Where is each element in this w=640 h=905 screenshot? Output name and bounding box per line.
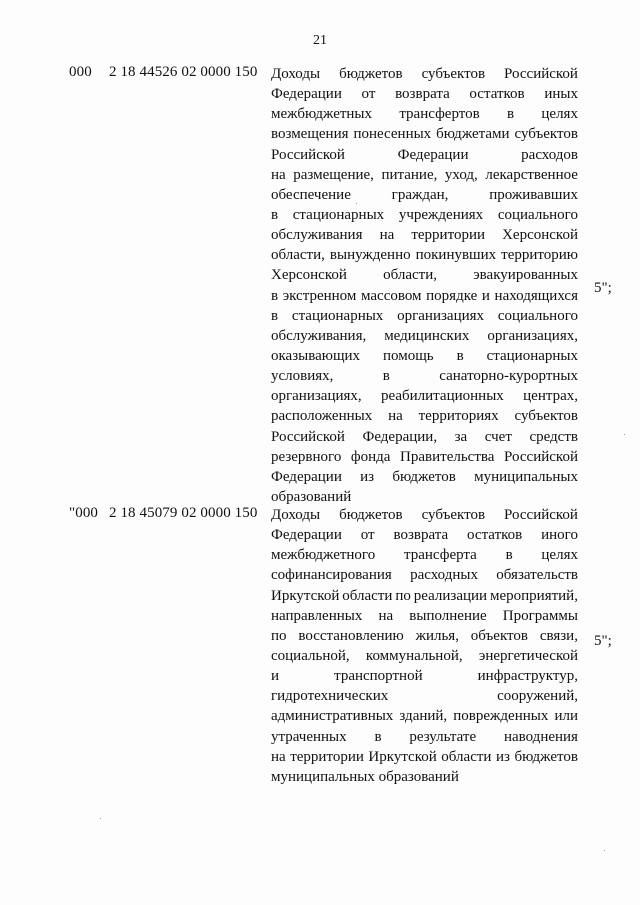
entry-value: 5"; (594, 633, 612, 649)
word: муниципальных (474, 468, 578, 485)
description-line: муниципальных образований (271, 768, 459, 785)
word: реализации (413, 587, 488, 604)
word: Херсонской (271, 267, 347, 284)
word: области, (271, 247, 325, 264)
word: Российской (504, 448, 578, 465)
word: в (505, 547, 513, 564)
description-line (271, 104, 578, 124)
word: области (441, 748, 492, 765)
word: в (374, 728, 382, 745)
code-group: "000 (69, 505, 99, 521)
word: Иркутской (271, 587, 340, 604)
word: стационарных (486, 347, 578, 364)
word: Правительства (400, 448, 495, 465)
description-line (271, 586, 578, 606)
word: возврата (395, 86, 450, 103)
description-line (271, 205, 578, 225)
word: территориях (418, 408, 499, 425)
word: социальной, (271, 647, 350, 664)
word: трансфертов (399, 106, 480, 123)
description-line (271, 225, 578, 245)
word: софинансирования (271, 567, 392, 584)
scan-speck (624, 434, 625, 435)
word: из (495, 748, 510, 765)
word: выполнение (409, 607, 487, 624)
word: утраченных (271, 728, 347, 745)
word: возврата (393, 527, 449, 544)
word: транспортной (334, 668, 423, 685)
description-line (271, 565, 578, 585)
word: и (271, 668, 280, 685)
word: социального (497, 307, 578, 324)
word: территории (411, 227, 485, 244)
description-line (271, 326, 578, 346)
word: бюджетов (514, 748, 578, 765)
word: реабилитационных (381, 388, 504, 405)
word: зданий, (399, 708, 448, 725)
word: организациях (397, 307, 485, 324)
word: в (271, 206, 279, 223)
description-line (271, 286, 578, 306)
description-line (271, 265, 578, 285)
scan-speck (100, 818, 101, 819)
entry-description (271, 505, 578, 787)
word: или (554, 708, 578, 725)
word: трансферта (403, 547, 477, 564)
word: порядке (426, 287, 478, 304)
word: целях (541, 106, 578, 123)
word: расходных (410, 567, 478, 584)
word: бюджетами (436, 126, 510, 143)
word: расходов (521, 146, 578, 163)
description-line (271, 245, 578, 265)
word: понесенных (353, 126, 432, 143)
word: сооружений, (497, 688, 578, 705)
word: уход, (444, 166, 478, 183)
word: наводнения (503, 728, 578, 745)
word: средств (529, 428, 578, 445)
word: массовом (360, 287, 422, 304)
description-line (271, 706, 578, 726)
word: результате (409, 728, 477, 745)
word: целях (541, 547, 578, 564)
word: субъектов (514, 408, 578, 425)
word: бюджетов (392, 468, 456, 485)
word: области (342, 587, 393, 604)
word: санаторно-курортных (439, 368, 578, 385)
word: счет (484, 428, 512, 445)
word: находящихся (494, 287, 578, 304)
scan-speck (356, 203, 357, 204)
word: Российской (271, 428, 345, 445)
word: обслуживания (271, 227, 363, 244)
word: расположенных (271, 408, 373, 425)
word: организациях, (487, 327, 578, 344)
word: в (456, 347, 464, 364)
word: граждан, (391, 186, 449, 203)
description-line (271, 606, 578, 626)
word: иных (544, 86, 578, 103)
code-group: 000 (69, 64, 92, 80)
word: от (360, 527, 375, 544)
page-number: 21 (313, 33, 327, 48)
word: из (360, 468, 375, 485)
word: на (271, 748, 286, 765)
word: по (271, 627, 287, 644)
word: и (481, 287, 490, 304)
word: на (378, 607, 394, 624)
word: Доходы (271, 507, 321, 523)
word: оказывающих (271, 347, 361, 364)
word: медицинских (384, 327, 470, 344)
word: Российской (504, 66, 578, 82)
description-line (271, 747, 578, 767)
word: инфраструктур, (477, 668, 578, 685)
word: от (361, 86, 376, 103)
word: в (382, 368, 390, 385)
word: Российской (271, 146, 345, 163)
description-line (271, 525, 578, 545)
word: центрах, (523, 388, 578, 405)
description-line (271, 666, 578, 686)
word: по (395, 587, 411, 604)
description-line (271, 686, 578, 706)
description-line (271, 545, 578, 565)
word: эвакуированных (473, 267, 578, 284)
word: связи, (539, 627, 578, 644)
description-line (271, 306, 578, 326)
description-line (271, 427, 578, 447)
word: восстановлению (298, 627, 404, 644)
word: административных (271, 708, 394, 725)
word: обслуживания, (271, 327, 367, 344)
word: на (271, 166, 286, 183)
word: обеспечение (271, 186, 351, 203)
word: обязательств (496, 567, 578, 584)
word: направленных (271, 607, 363, 624)
word: энергетической (478, 647, 578, 664)
word: межбюджетных (271, 106, 373, 123)
word: на (388, 408, 403, 425)
word: Российской (504, 507, 578, 523)
word: области, (383, 267, 438, 284)
word: Иркутской (368, 748, 437, 765)
description-line (271, 727, 578, 747)
word: в (271, 287, 279, 304)
word: резервного (271, 448, 342, 465)
word: субъектов (421, 507, 486, 523)
word: коммунальной, (365, 647, 463, 664)
description-line (271, 505, 578, 525)
word: остатков (469, 86, 525, 103)
word: субъектов (421, 66, 486, 82)
word: лекарственное (485, 166, 578, 183)
word: Федерации, (362, 428, 438, 445)
description-line (271, 626, 578, 646)
word: объектов (470, 627, 528, 644)
description-line (271, 165, 578, 185)
word: межбюджетного (271, 547, 376, 564)
word: Федерации (271, 527, 342, 544)
classification-code (69, 64, 257, 81)
word: остатков (467, 527, 523, 544)
scan-speck (604, 850, 605, 851)
entry-description (271, 64, 578, 507)
word: помощь (383, 347, 434, 364)
word: Федерации (271, 86, 342, 103)
word: территорию (501, 247, 578, 264)
word: возмещения (271, 126, 349, 143)
code-number: 2 18 45079 02 0000 150 (109, 505, 258, 521)
word: Херсонской (502, 227, 578, 244)
word: социального (497, 206, 578, 223)
word: субъектов (514, 126, 578, 143)
code-number: 2 18 44526 02 0000 150 (109, 64, 258, 80)
description-line (271, 366, 578, 386)
word: на (379, 227, 395, 244)
word: экстренном (282, 287, 357, 304)
word: покинувших (415, 247, 497, 264)
word: в (271, 307, 279, 324)
word: размещение, (293, 166, 374, 183)
word: Программы (502, 607, 578, 624)
description-line (271, 145, 578, 165)
word: условиях, (271, 368, 334, 385)
description-line (271, 406, 578, 426)
word: за (454, 428, 468, 445)
description-line (271, 64, 578, 84)
word: Федерации (397, 146, 469, 163)
word: фонда (350, 448, 391, 465)
word: организациях, (271, 388, 362, 405)
classification-code (69, 505, 257, 522)
word: бюджетов (339, 66, 403, 82)
word: мероприятий, (489, 587, 578, 604)
description-line (271, 84, 578, 104)
description-line (271, 185, 578, 205)
word: в (507, 106, 515, 123)
description-line (271, 386, 578, 406)
description-line (271, 467, 578, 487)
word: Доходы (271, 66, 321, 82)
description-line (271, 124, 578, 144)
word: стационарных (292, 206, 385, 223)
word: гидротехнических (271, 688, 389, 705)
word: стационарных (291, 307, 384, 324)
word: питание, (381, 166, 438, 183)
word: проживавших (489, 186, 578, 203)
word: вынужденно (329, 247, 411, 264)
word: учреждениях (398, 206, 484, 223)
entry-value: 5"; (594, 280, 612, 296)
word: бюджетов (339, 507, 403, 523)
word: Федерации (271, 468, 342, 485)
word: поврежденных (453, 708, 549, 725)
description-line (271, 346, 578, 366)
word: территории (290, 748, 364, 765)
description-line (271, 646, 578, 666)
description-line (271, 447, 578, 467)
word: иного (541, 527, 578, 544)
word: жилья, (415, 627, 459, 644)
description-line: образований (271, 488, 352, 505)
